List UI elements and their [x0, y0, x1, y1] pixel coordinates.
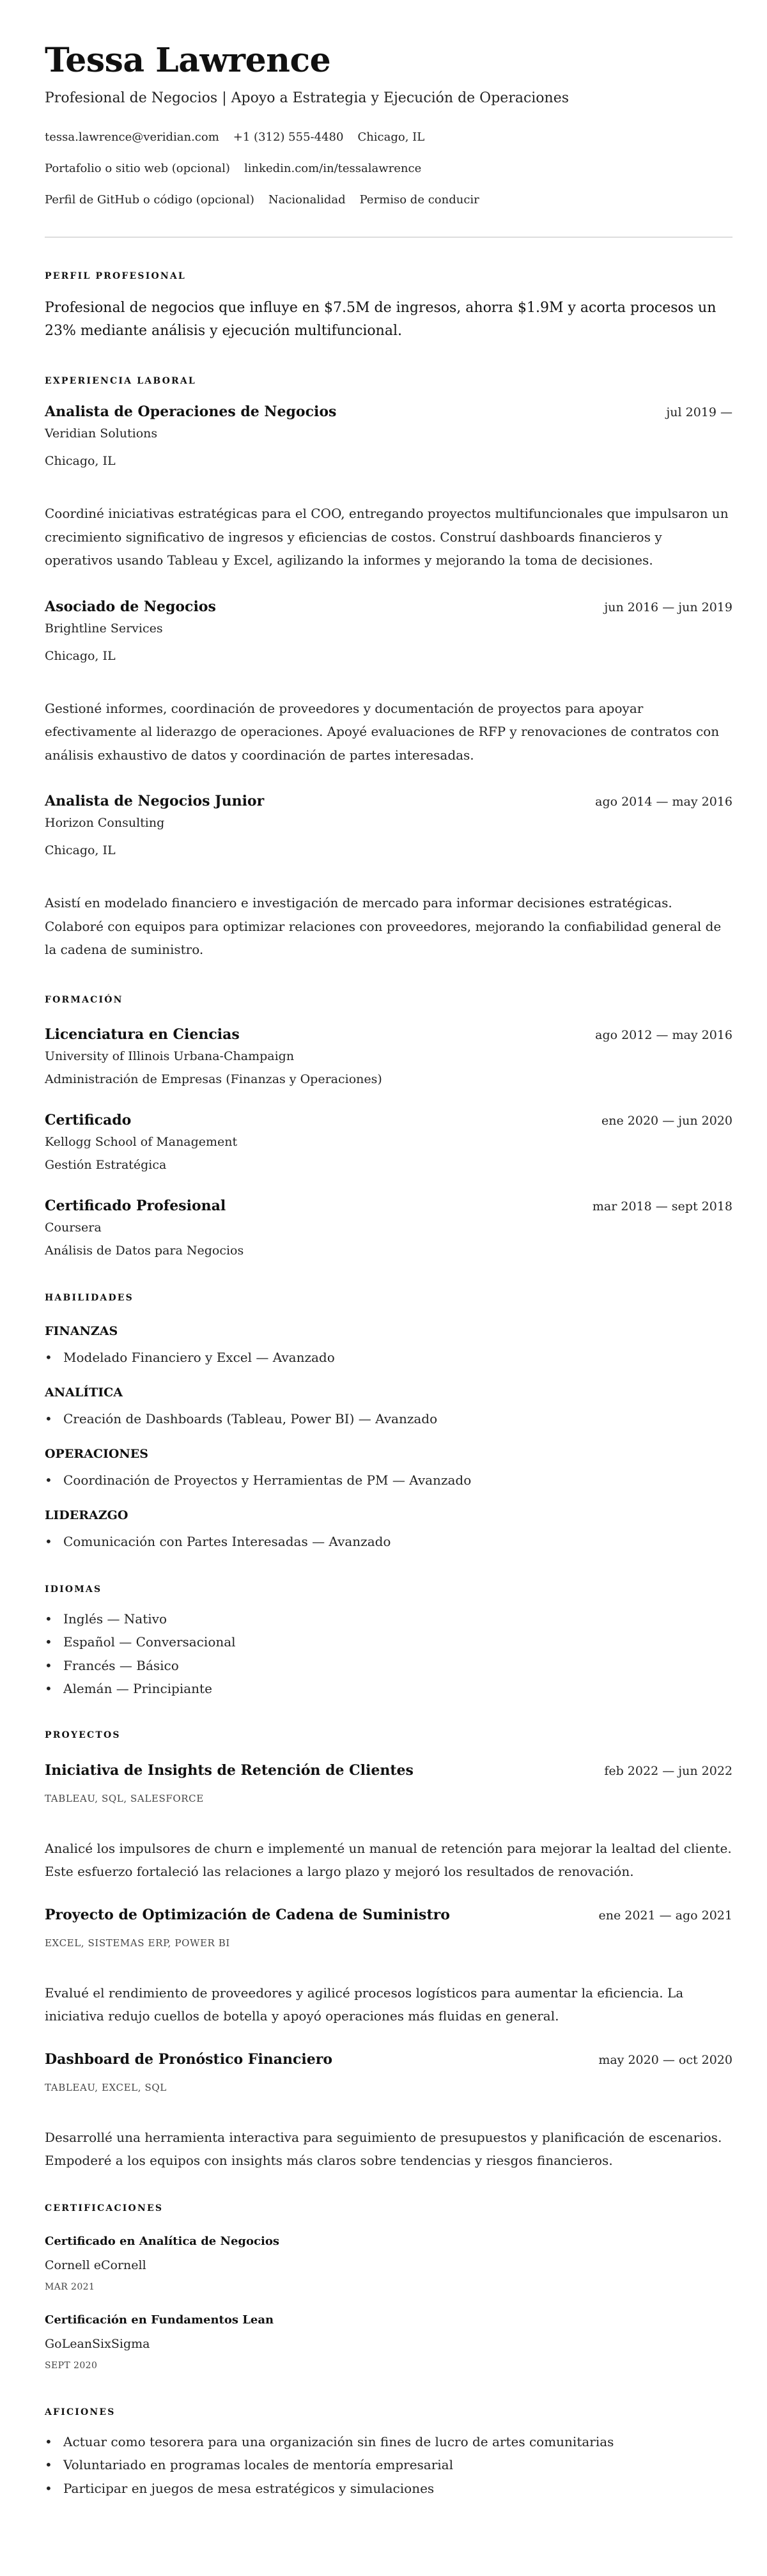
certification-entry	[45, 2233, 732, 2293]
project-dates: may 2020 — oct 2020	[598, 2052, 732, 2067]
job-location: Chicago, IL	[45, 648, 116, 663]
job-entry	[45, 792, 732, 962]
job-dates: ago 2014 — may 2016	[595, 795, 732, 809]
section-heading: PERFIL PROFESIONAL	[45, 271, 186, 281]
job-title: Analista de Negocios Junior	[45, 793, 265, 809]
job-header	[45, 597, 732, 617]
language-item: • Español — Conversacional	[45, 1630, 732, 1654]
job-location: Chicago, IL	[45, 454, 116, 468]
skill-category-heading: ANALÍTICA	[45, 1385, 123, 1400]
job-title: Analista de Operaciones de Negocios	[45, 403, 337, 420]
job-entry	[45, 597, 732, 767]
skill-category-heading: LIDERAZGO	[45, 1508, 128, 1522]
project-title: Iniciativa de Insights de Retención de Clientes	[45, 1761, 414, 1779]
experience-section	[45, 375, 732, 962]
degree-title: Licenciatura en Ciencias	[45, 1026, 240, 1043]
skills-section	[45, 1292, 732, 1551]
job-description: Asistí en modelado financiero e investigación de mercado para informar decisiones estratégicas. Colaboré con equipos para optimizar relaciones con proveedores, mejorando la confiabilidad general de la cadena de suministro.	[45, 895, 722, 957]
hobbies-section	[45, 2406, 732, 2501]
education-entry	[45, 1196, 732, 1260]
field-of-study: Análisis de Datos para Negocios	[45, 1243, 244, 1258]
field-of-study: Gestión Estratégica	[45, 1157, 167, 1172]
certification-title: Certificado en Analítica de Negocios	[45, 2234, 279, 2248]
degree-header	[45, 1196, 732, 1216]
github-link[interactable]: Perfil de GitHub o código (opcional)	[45, 193, 254, 207]
degree-title: Certificado	[45, 1111, 132, 1128]
skill-list	[45, 1532, 732, 1551]
section-heading: EXPERIENCIA LABORAL	[45, 376, 196, 386]
company-name: Brightline Services	[45, 621, 163, 636]
project-entry	[45, 1761, 732, 1884]
skill-list	[45, 1409, 732, 1428]
certification-date: MAR 2021	[45, 2281, 95, 2292]
certification-date: SEPT 2020	[45, 2360, 98, 2371]
skill-item: • Comunicación con Partes Interesadas — Avanzado	[45, 1532, 732, 1551]
project-header	[45, 1761, 732, 1781]
institution-name: Kellogg School of Management	[45, 1134, 238, 1149]
project-header	[45, 1905, 732, 1925]
degree-title: Certificado Profesional	[45, 1197, 226, 1214]
degree-dates: ago 2012 — may 2016	[595, 1027, 732, 1042]
certification-entry	[45, 2312, 732, 2372]
certification-title: Certificación en Fundamentos Lean	[45, 2313, 274, 2327]
project-header	[45, 2050, 732, 2070]
project-dates: feb 2022 — jun 2022	[604, 1763, 732, 1778]
drivers-license: Permiso de conducir	[359, 193, 479, 207]
project-entry	[45, 1905, 732, 2028]
language-item: • Inglés — Nativo	[45, 1607, 732, 1631]
summary-section	[45, 270, 732, 343]
education-entry	[45, 1025, 732, 1088]
education-section	[45, 994, 732, 1260]
project-dates: ene 2021 — ago 2021	[598, 1908, 732, 1923]
portfolio-link[interactable]: Portafolio o sitio web (opcional)	[45, 162, 230, 175]
section-heading: PROYECTOS	[45, 1729, 121, 1740]
project-entry	[45, 2050, 732, 2173]
languages-section	[45, 1583, 732, 1701]
location: Chicago, IL	[357, 130, 425, 144]
company-name: Veridian Solutions	[45, 426, 158, 441]
projects-section	[45, 1729, 732, 2173]
certification-issuer: Cornell eCornell	[45, 2258, 146, 2272]
hobby-item: • Participar en juegos de mesa estratégicos y simulaciones	[45, 2477, 732, 2501]
linkedin-link[interactable]: linkedin.com/in/tessalawrence	[244, 162, 422, 175]
job-description: Gestioné informes, coordinación de proveedores y documentación de proyectos para apoyar efectivamente al liderazgo de operaciones. Apoyé evaluaciones de RFP y renovaciones de contratos con análisis exhaustivo de datos y coordinación de partes interesadas.	[45, 700, 720, 763]
header-divider	[45, 237, 732, 238]
project-description: Desarrollé una herramienta interactiva para seguimiento de presupuestos y planificación de escenarios. Empoderé a los equipos con insights más claros sobre tendencias y riesgos financieros.	[45, 2129, 722, 2168]
headline: Profesional de Negocios | Apoyo a Estrategia y Ejecución de Operaciones	[45, 90, 569, 106]
job-dates: jun 2016 — jun 2019	[604, 600, 732, 614]
institution-name: Coursera	[45, 1220, 102, 1235]
section-heading: HABILIDADES	[45, 1292, 134, 1303]
job-title: Asociado de Negocios	[45, 598, 216, 615]
contact-row	[45, 129, 732, 146]
job-header	[45, 402, 732, 422]
certifications-section	[45, 2202, 732, 2372]
section-heading: CERTIFICACIONES	[45, 2203, 164, 2213]
project-description: Evalué el rendimiento de proveedores y agilicé procesos logísticos para aumentar la eficiencia. La iniciativa redujo cuellos de botella y apoyó operaciones más fluidas en general.	[45, 1985, 684, 2024]
hobby-item: • Voluntariado en programas locales de mentoría empresarial	[45, 2453, 732, 2477]
job-location: Chicago, IL	[45, 843, 116, 857]
job-header	[45, 792, 732, 811]
project-tech-stack: TABLEAU, SQL, SALESFORCE	[45, 1792, 204, 1804]
company-name: Horizon Consulting	[45, 816, 165, 830]
skill-item: • Creación de Dashboards (Tableau, Power BI) — Avanzado	[45, 1409, 732, 1428]
contact-row	[45, 160, 732, 178]
skill-category-heading: OPERACIONES	[45, 1446, 148, 1461]
degree-header	[45, 1111, 732, 1130]
candidate-name: Tessa Lawrence	[45, 41, 331, 80]
skill-item: • Coordinación de Proyectos y Herramientas de PM — Avanzado	[45, 1471, 732, 1490]
section-heading: AFICIONES	[45, 2407, 116, 2417]
certification-issuer: GoLeanSixSigma	[45, 2336, 150, 2351]
project-tech-stack: EXCEL, SISTEMAS ERP, POWER BI	[45, 1937, 230, 1949]
field-of-study: Administración de Empresas (Finanzas y Operaciones)	[45, 1072, 382, 1086]
skill-category-heading: FINANZAS	[45, 1323, 118, 1338]
section-heading: FORMACIÓN	[45, 994, 123, 1005]
degree-dates: ene 2020 — jun 2020	[601, 1113, 732, 1128]
language-item: • Alemán — Principiante	[45, 1677, 732, 1701]
project-title: Proyecto de Optimización de Cadena de Suministro	[45, 1906, 450, 1923]
job-entry	[45, 402, 732, 572]
job-dates: jul 2019 —	[666, 405, 732, 419]
skill-list	[45, 1471, 732, 1490]
email-link[interactable]: tessa.lawrence@veridian.com	[45, 130, 219, 144]
education-entry	[45, 1111, 732, 1174]
skill-list	[45, 1348, 732, 1367]
project-description: Analicé los impulsores de churn e implementé un manual de retención para mejorar la lealtad del cliente. Este esfuerzo fortaleció las relaciones a largo plazo y mejoró los resultados de renovación.	[45, 1840, 732, 1879]
section-heading: IDIOMAS	[45, 1584, 102, 1595]
project-title: Dashboard de Pronóstico Financiero	[45, 2050, 333, 2068]
degree-dates: mar 2018 — sept 2018	[592, 1199, 732, 1214]
language-item: • Francés — Básico	[45, 1654, 732, 1678]
degree-header	[45, 1025, 732, 1045]
skill-item: • Modelado Financiero y Excel — Avanzado	[45, 1348, 732, 1367]
job-description: Coordiné iniciativas estratégicas para el COO, entregando proyectos multifuncionales que impulsaron un crecimiento significativo de ingresos y eficiencias de costos. Construí dashboards financieros y operativos usando Tableau y Excel, agilizando la informes y mejorando la toma de decisiones.	[45, 506, 729, 568]
summary-text: Profesional de negocios que influye en $7.5M de ingresos, ahorra $1.9M y acorta procesos un 23% mediante análisis y ejecución multifuncional.	[45, 300, 717, 339]
institution-name: University of Illinois Urbana-Champaign	[45, 1049, 295, 1063]
hobby-item: • Actuar como tesorera para una organización sin fines de lucro de artes comunitarias	[45, 2430, 732, 2454]
contact-row	[45, 191, 732, 209]
project-tech-stack: TABLEAU, EXCEL, SQL	[45, 2081, 167, 2093]
nationality: Nacionalidad	[268, 193, 346, 207]
phone: +1 (312) 555-4480	[233, 130, 344, 144]
